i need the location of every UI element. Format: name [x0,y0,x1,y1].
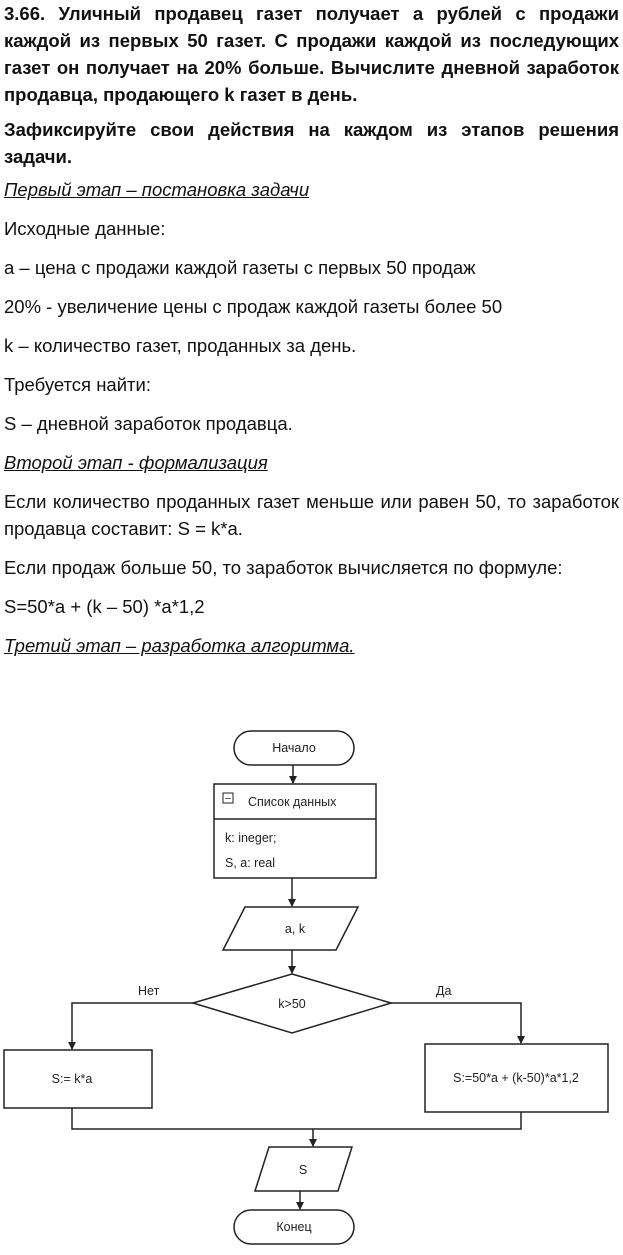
find-label: Требуется найти: [4,374,151,395]
yes-action-label: S:=50*a + (k-50)*a*1,2 [453,1071,579,1085]
collapse-marker: − [224,793,232,805]
flowchart [0,720,623,1255]
stage2-title: Второй этап - формализация [4,452,268,473]
given-label: Исходные данные: [4,218,166,239]
stage1-title: Первый этап – постановка задачи [4,179,310,200]
end-label: Конец [276,1220,312,1234]
var-k: k: ineger; [225,831,277,845]
given-line-a: a – цена с продажи каждой газеты с первых 50 продаж [4,257,476,278]
arrow-yes-branch [391,1003,521,1043]
output-label: S [298,1163,308,1177]
find-line: S – дневной заработок продавца. [4,413,293,434]
problem-instruction: Зафиксируйте свои действия на каждом из этапов решения задачи. [4,119,619,167]
arrow-no-branch [72,1003,193,1049]
formula: S=50*a + (k – 50) *a*1,2 [4,596,205,617]
condition-label: k>50 [278,997,306,1011]
var-s-a: S, a: real [225,856,276,870]
case-gt-50: Если продаж больше 50, то заработок вычисляется по формуле: [4,557,563,578]
stage3-title: Третий этап – разработка алгоритма. [4,635,355,656]
start-label: Начало [272,741,316,755]
given-line-k: k – количество газет, проданных за день. [4,335,357,356]
no-label: Нет [138,984,160,998]
yes-label: Да [436,984,452,998]
problem-statement: 3.66. Уличный продавец газет получает а рублей с продажи каждой из первых 50 газет. С продажи каждой из последующих газет он получает на 20% больше. Вычислите дневной заработок продавца, продающего k газет в день. [4,3,619,105]
input-label: a, k [284,922,306,936]
given-line-percent: 20% - увеличение цены с продаж каждой газеты более 50 [4,296,503,317]
data-list-title: Список данных [248,795,337,809]
case-le-50: Если количество проданных газет меньше или равен 50, то заработок продавца составит: S = k*a. [4,491,619,539]
no-action-label: S:= k*a [51,1072,93,1086]
